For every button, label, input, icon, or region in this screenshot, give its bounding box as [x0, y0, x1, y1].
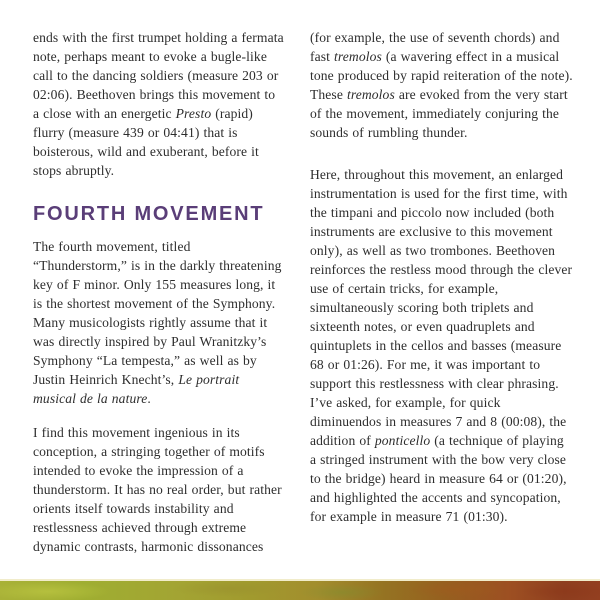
left-paragraph-1: ends with the first trumpet holding a fermata note, perhaps meant to evoke a bugle-like call to the dancing soldiers (measure 203 or 02:06). Beethoven brings this movement to a close with an energetic Presto (rapid) flurry (measure 439 or 04:41) that is boisterous, wild and exuberant, before it stops abruptly.: [33, 30, 284, 178]
section-heading-fourth-movement: FOURTH MOVEMENT: [33, 203, 265, 225]
right-column: [310, 0, 573, 600]
right-paragraph-1: (for example, the use of seventh chords) and fast tremolos (a wavering effect in a musical tone produced by rapid reiteration of the note). These tremolos are evoked from the very start of the movement, immediately conjuring the sounds of rumbling thunder.: [310, 30, 573, 140]
left-paragraph-2: The fourth movement, titled “Thunderstorm,” is in the darkly threatening key of F minor. Only 155 measures long, it is the shortest movement of the Symphony. Many musicologists rightly assume that it was directly inspired by Paul Wranitzky’s Symphony “La tempesta,” as well as by Justin Heinrich Knecht’s, Le portrait musical de la nature.: [33, 239, 282, 406]
left-paragraph-3: I find this movement ingenious in its conception, a stringing together of motifs intended to evoke the impression of a thunderstorm. It has no real order, but rather orients itself towards instability and restlessness achieved through extreme dynamic contrasts, harmonic dissonances: [33, 425, 282, 554]
right-paragraph-2: Here, throughout this movement, an enlarged instrumentation is used for the first time, with the timpani and piccolo now included (both instruments are exclusive to this movement only), as well as two trombones. Beethoven reinforces the restless mood through the clever use of certain tricks, for example, simultaneously scoring both triplets and sixteenth notes, or even quadruplets and quintuplets in the cellos and basses (measure 68 or 01:26). For me, it was important to support this restlessness with clear phrasing. I’ve asked, for example, for quick diminuendos in measures 7 and 8 (00:08), the addition of ponticello (a technique of playing a stringed instrument with the bow very close to the bridge) heard in measure 64 or (01:20), and highlighted the accents and syncopation, for example in measure 71 (01:30).: [310, 167, 573, 524]
decorative-art-strip: [0, 579, 600, 600]
left-column: [33, 0, 285, 600]
